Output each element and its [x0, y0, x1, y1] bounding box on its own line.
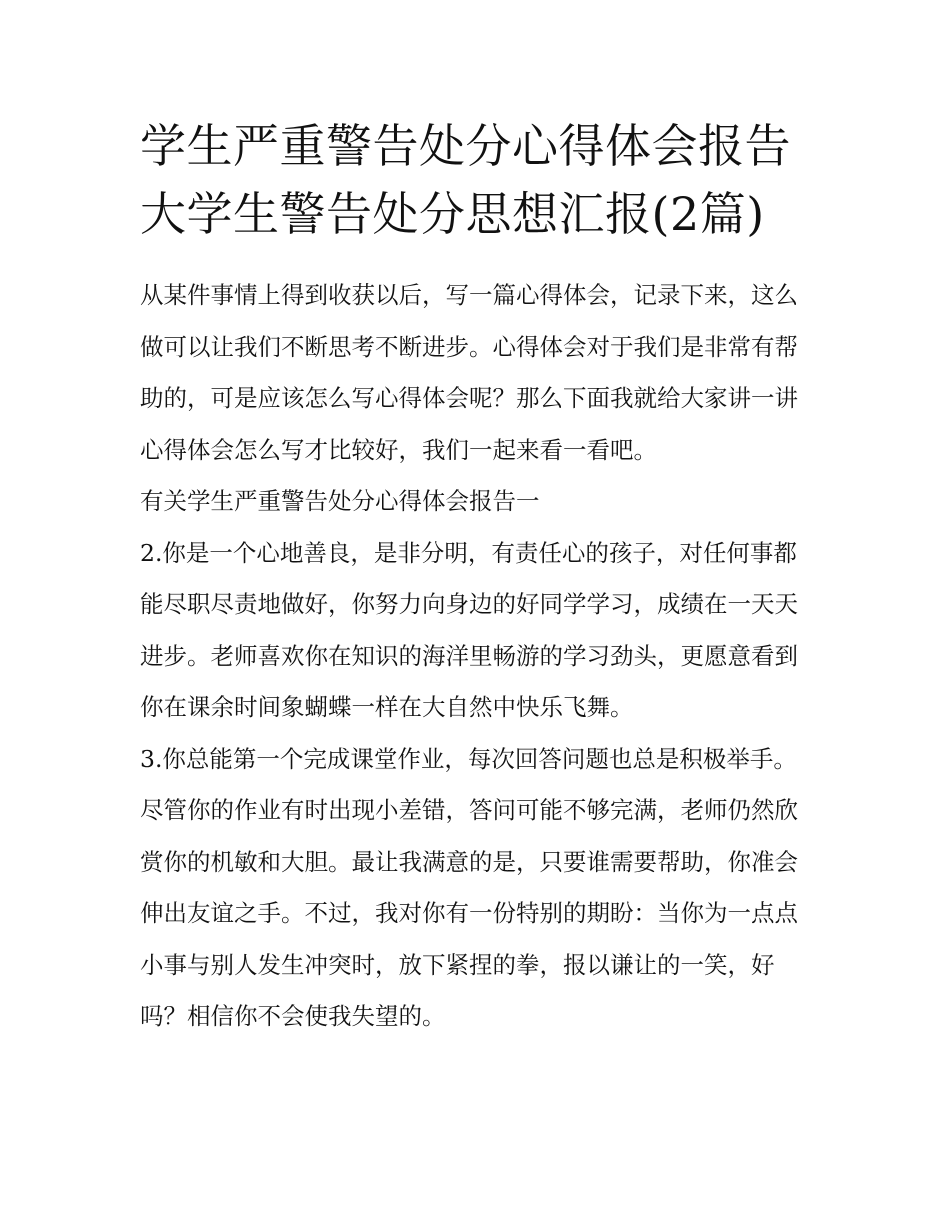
section-heading: 有关学生严重警告处分心得体会报告一	[140, 487, 540, 515]
document-title: 学生严重警告处分心得体会报告 大学生警告处分思想汇报(2篇)	[140, 119, 791, 241]
document-content	[140, 112, 815, 1043]
comment-paragraph-3: 3.你总能第一个完成课堂作业，每次回答问题也总是积极举手。尽管你的作业有时出现小差错，答问可能不够完满，老师仍然欣赏你的机敏和大胆。最让我满意的是，只要谁需要帮助，你准会伸出友谊之手。不过，我对你有一份特别的期盼：当你为一点点小事与别人发生冲突时，放下紧捏的拳，报以谦让的一笑，好吗？相信你不会使我失望的。	[140, 744, 798, 1030]
intro-paragraph: 从某件事情上得到收获以后，写一篇心得体会，记录下来，这么做可以让我们不断思考不断进步。心得体会对于我们是非常有帮助的，可是应该怎么写心得体会呢？那么下面我就给大家讲一讲心得体会怎么写才比较好，我们一起来看一看吧。	[140, 281, 798, 464]
comment-paragraph-2: 2.你是一个心地善良，是非分明，有责任心的孩子，对任何事都能尽职尽责地做好，你努力向身边的好同学学习，成绩在一天天进步。老师喜欢你在知识的海洋里畅游的学习劲头，更愿意看到你在课余时间象蝴蝶一样在大自然中快乐飞舞。	[140, 538, 798, 721]
document-body	[140, 270, 815, 1043]
